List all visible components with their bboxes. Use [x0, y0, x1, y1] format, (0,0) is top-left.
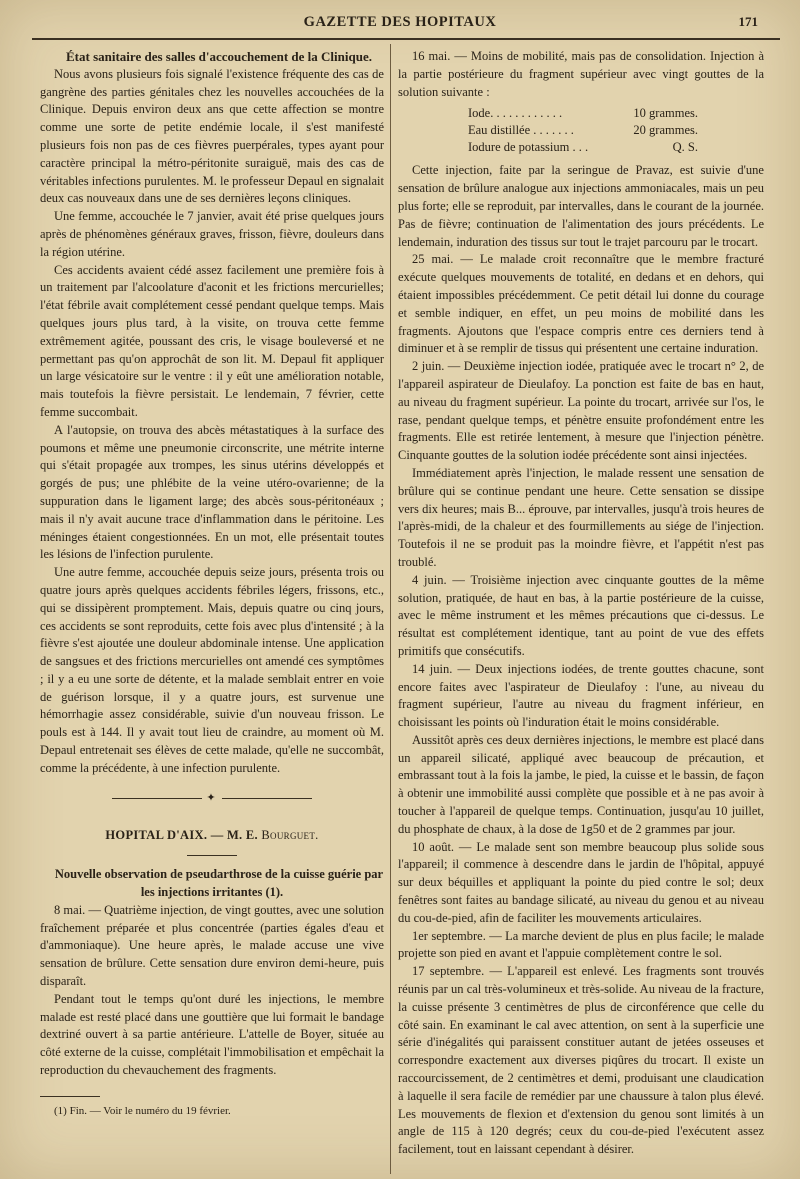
prescription-formula: [468, 105, 698, 156]
paragraph: Une autre femme, accouchée depuis seize jours, présenta trois ou quatre jours après quelques accidents fébriles légers, frissons, etc., qui se dissipèrent promptement. Mais, depuis quatre ou cinq jours, ces accidents se sont reproduits, cette fois avec plus d'intensité ; à la fièvre s'est ajoutée une douleur abdominale intense. Une application de sangsues et des frictions mercurielles ont amendé ces symptômes ; il y a eu une sorte de détente, et la malade semblait entrer en voie de guérison lorsque, il y a quatre jours, est survenue une hémorrhagie assez considérable, suivie d'un nouveau frisson. Le pouls est à 144. Il y avait tout lieu de craindre, au moment où M. Depaul entretenait ses élèves de cette malade, qu'elle ne succombât, comme la précédente, à une infection purulente.: [40, 565, 384, 775]
short-rule: [187, 855, 237, 856]
ingredient-quantity: 10 grammes.: [633, 106, 698, 121]
ingredient-quantity: 20 grammes.: [633, 123, 698, 138]
paragraph: Immédiatement après l'injection, le malade ressent une sensation de brûlure qui se continue pendant une heure. Cette sensation se dissipe vers dix heures; mais B... éprouve, par intervalles, jusqu'à trois heures de l'après-midi, de la chaleur et des fourmillements au siége de l'injection. Toutefois il ne se produit pas la moindre fièvre, et l'appétit n'est pas troublé.: [398, 465, 764, 569]
paragraph: 25 mai. — Le malade croit reconnaître que le membre fracturé exécute quelques mouvements de totalité, en dedans et en dehors, qui étaient impossibles précédemment. Ce petit détail lui donne du courage et semble indiquer, en effet, un peu moins de mobilité dans les fragments. Ajoutons que l'espace compris entre ces derniers tend à diminuer et à se remplir de tissus qui présentent une certaine induration.: [398, 252, 764, 356]
journal-title: GAZETTE DES HOPITAUX: [303, 14, 497, 30]
page-header: [40, 14, 760, 38]
paragraph: Pendant tout le temps qu'ont duré les injections, le membre malade est resté placé dans une gouttière que lui formait le bandage dextriné ouvert à sa partie antérieure. L'attelle de Boyer, située au côté externe de la cuisse, complétait l'immobilisation et empêchait la reproduction du chevauchement des fragments.: [40, 991, 384, 1078]
paragraph: 8 mai. — Quatrième injection, de vingt gouttes, avec une solution fraîchement préparée et plus concentrée (parties égales d'eau et d'ammoniaque). Une heure après, le malade accuse une vive sensation de brûlure. Cette sensation dure environ demi-heure, puis disparaît.: [40, 902, 384, 989]
footnote-rule: [40, 1096, 100, 1097]
ingredient-quantity: Q. S.: [672, 140, 698, 155]
formula-row: [468, 139, 698, 156]
observation-heading: Nouvelle observation de pseudarthrose de la cuisse guérie par les injections irritantes (1).: [54, 867, 384, 900]
paragraph: 2 juin. — Deuxième injection iodée, pratiquée avec le trocart n° 2, de l'appareil aspirateur de Dieulafoy. La ponction est faite de bas en haut, au niveau du fragment supérieur. La pointe du trocart, arrivée sur l'os, le rase, pendant quelque temps, et pénètre ensuite profondément entre les fragments. Elle est retirée lentement, à mesure que l'injection pénètre. Cinquante gouttes de la solution iodée précédente sont ainsi injectées.: [398, 359, 764, 463]
paragraph: 16 mai. — Moins de mobilité, mais pas de consolidation. Injection à la partie postérieure du fragment supérieur avec vingt gouttes de la solution suivante :: [398, 49, 764, 99]
paragraph: 14 juin. — Deux injections iodées, de trente gouttes chacune, sont encore faites avec l'aspirateur de Dieulafoy : l'une, au niveau du fragment supérieur, l'autre au niveau du fragment inférieur, en choisissant les points où l'induration était le moins considérable.: [398, 661, 764, 730]
right-column: [398, 48, 764, 1159]
formula-row: [468, 105, 698, 122]
column-separator: [390, 44, 391, 1174]
ingredient-name: Iodure de potassium . . .: [468, 140, 589, 155]
left-column: [40, 48, 384, 1121]
ornament-divider: ✦: [40, 790, 384, 808]
paragraph: Une femme, accouchée le 7 janvier, avait été prise quelques jours après de phénomènes généraux graves, frisson, fièvre, douleurs dans la région utérine.: [40, 209, 384, 259]
ingredient-name: Iode. . . . . . . . . . . .: [468, 106, 563, 121]
paragraph: 1er septembre. — La marche devient de plus en plus facile; le malade projette son pied en avant et l'appuie complètement contre le sol.: [398, 928, 764, 961]
header-rule: [32, 38, 780, 40]
paragraph: Aussitôt après ces deux dernières injections, le membre est placé dans un appareil silicaté, appliqué avec beaucoup de précaution, et embrassant tout à la fois la jambe, le pied, la cuisse et le bassin, de façon à obtenir une immobilité aussi complète que possible et à ne pas avoir à toucher à l'appareil de quelque temps. Continuation, jusqu'au 10 juillet, du phosphate de chaux, à la dose de 1g50 et de 2 grammes par jour.: [398, 732, 764, 836]
footnote: (1) Fin. — Voir le numéro du 19 février.: [54, 1104, 231, 1117]
paragraph: 4 juin. — Troisième injection avec cinquante gouttes de la même solution, pratiquée, de haut en bas, à la partie postérieure de la cuisse, avec le même instrument et les mêmes précautions que ci-dessus. Le résultat est complétement identique, tant au point de vue des effets primitifs que consécutifs.: [398, 572, 764, 658]
section-title: [40, 827, 384, 845]
paragraph: Cette injection, faite par la seringue de Pravaz, est suivie d'une sensation de brûlure analogue aux injections ammoniacales, mais un peu plus forte; elle se reproduit, par intervalles, dans le courant de la journée. Pas de fièvre; continuation de l'alimentation des jours précédents. Le lendemain, induration des tissus sur tout le trajet parcouru par le trocart.: [398, 163, 764, 249]
paragraph: 10 août. — Le malade sent son membre beaucoup plus solide sous l'appareil; il commence à descendre dans le jardin de l'hôpital, appuyé sur deux béquilles et appliquant la pointe du pied contre le sol; deux fenêtres sont faites au bandage silicaté, au niveau du genou et au niveau du cou-de-pied, afin de faciliter les mouvements articulaires.: [398, 839, 764, 925]
author-name: Bourguet.: [261, 828, 319, 843]
paragraph: Ces accidents avaient cédé assez facilement une première fois à un traitement par l'alcoolature d'aconit et les frictions mercurielles; l'état fébrile avait complétement cessé pendant quelque temps. Mais quelques jours plus tard, à la visite, on trouva cette femme extrêmement agitée, poussant des cris, le visage bouleversé et ne permettant pas qu'on approchât de son lit. M. Depaul fit appliquer un large vésicatoire sur le ventre : il y eût une amélioration notable, mais toutefois la fièvre persistait. Le lendemain, 7 février, cette femme succombait.: [40, 262, 384, 419]
page-number: 171: [738, 14, 758, 29]
ingredient-name: Eau distillée . . . . . . .: [468, 123, 574, 138]
paragraph: Nous avons plusieurs fois signalé l'existence fréquente des cas de gangrène des parties génitales chez les nouvelles accouchées de la Clinique. Depuis environ deux ans que cette affection se montre comme une sorte de petite endémie locale, il s'est manifesté plusieurs fois non pas de ces fièvres puerpérales, types ayant pour caractère principal la métro-péritonite suraiguë, mais des cas de véritables infections purulentes. M. le professeur Depaul en signalait deux cas nouveaux dans une de ses dernières leçons cliniques.: [40, 66, 384, 206]
paragraph: A l'autopsie, on trouva des abcès métastatiques à la surface des poumons et même une pneumonie circonscrite, une métrite interne qui s'était propagée aux trompes, les sinus utérins développés et gorgés de pus; une phlébite de la veine utéro-ovarienne; de la suppuration dans le ligament large; des abcès sous-péritonéaux ; mais il n'y avait aucune trace d'inflammation dans le péritoine. Les méninges étaient congestionnées. En un mot, elle présentait toutes les lésions de l'infection purulente.: [40, 422, 384, 562]
article-heading: État sanitaire des salles d'accouchement de la Clinique.: [66, 49, 372, 64]
formula-row: [468, 122, 698, 139]
paragraph: 17 septembre. — L'appareil est enlevé. Les fragments sont trouvés réunis par un cal très-volumineux et très-solide. Au niveau de la fracture, la cuisse présente 3 centimètres de plus de circonférence que celle du côté sain. En examinant le cal avec attention, on sent à la superficie une série d'inégalités qui paraissent constituer autant de jetées osseuses et correspondre exactement aux diverses piqûres du trocart. Il existe un raccourcissement, de 2 centimètres et demi, produisant une claudication à laquelle il sera facile de remédier par une chaussure à talon plus élevé. Les mouvements de flexion et d'extension du genou sont limités à un angle de 115 à 120 degrés; ceux du cou-de-pied l'exécutent assez facilement, tout en laissant cependant à désirer.: [398, 964, 764, 1157]
hospital-name: HOPITAL D'AIX. — M. E.: [105, 828, 258, 843]
